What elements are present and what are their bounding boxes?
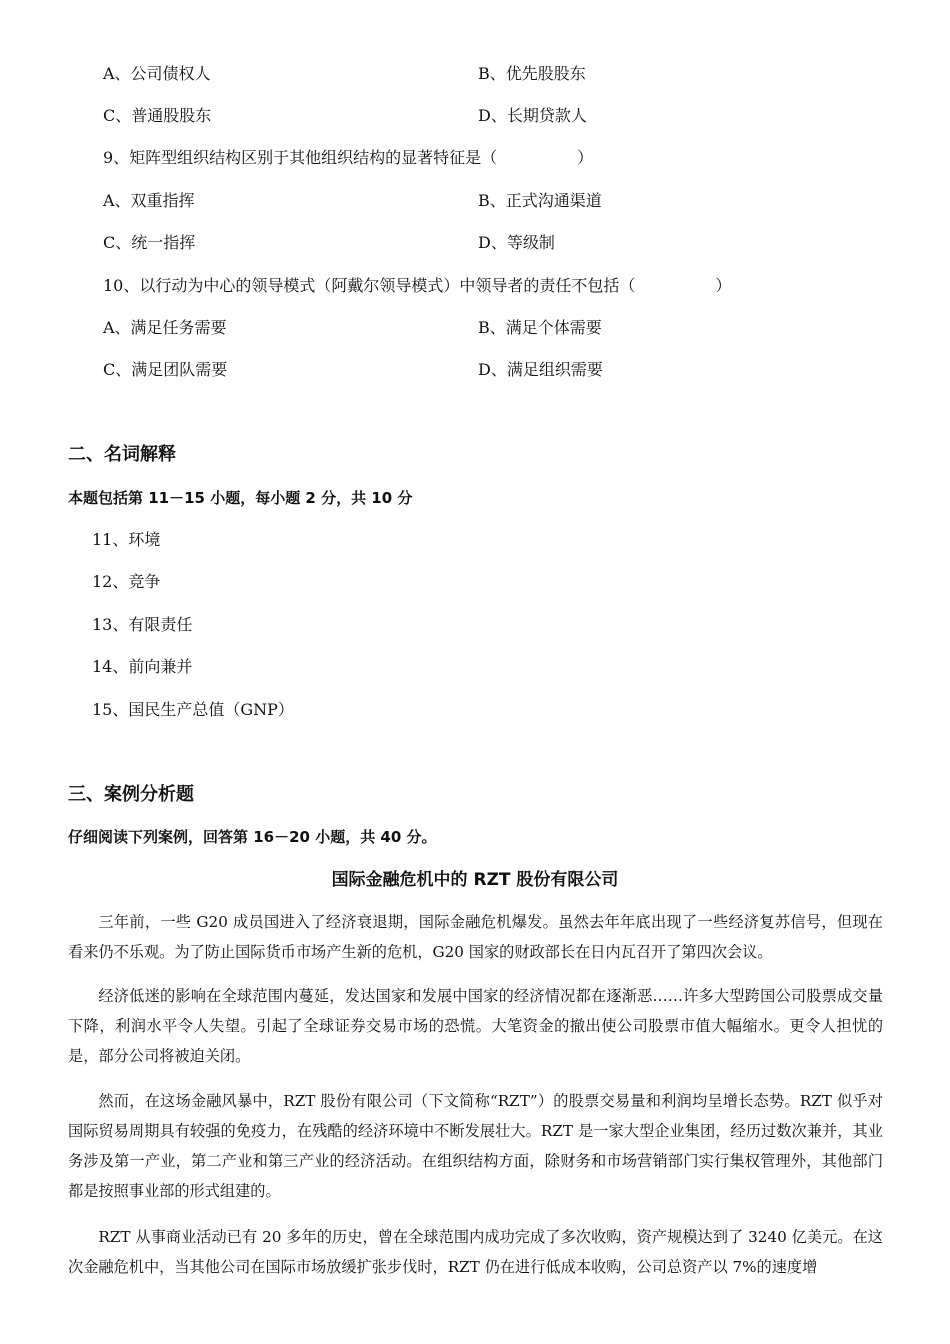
term-item: 12、竞争: [92, 572, 161, 591]
case-paragraph: RZT 从事商业活动已有 20 多年的历史，曾在全球范围内成功完成了多次收购，资产规模达到了 3240 亿美元。在这次金融危机中，当其他公司在国际市场放缓扩张步伐时，RZT 仍在进行低成本收购，公司总资产以 7%的速度增: [68, 1228, 883, 1276]
section-3-heading: 三、案例分析题: [68, 784, 194, 805]
q10-option-a: A、满足任务需要: [103, 318, 227, 337]
case-paragraph: 经济低迷的影响在全球范围内蔓延，发达国家和发展中国家的经济情况都在逐渐恶……许多大型跨国公司股票成交量下降，利润水平令人失望。引起了全球证券交易市场的恐慌。大笔资金的撤出使公司股票市值大幅缩水。更令人担忧的是，部分公司将被迫关闭。: [68, 987, 883, 1065]
q9-option-b: B、正式沟通渠道: [478, 191, 602, 210]
section-3-subheading: 仔细阅读下列案例，回答第 16－20 小题，共 40 分。: [68, 828, 437, 846]
case-title: 国际金融危机中的 RZT 股份有限公司: [331, 870, 619, 890]
q9-option-d: D、等级制: [478, 233, 555, 252]
case-paragraph: 然而，在这场金融风暴中，RZT 股份有限公司（下文简称“RZT”）的股票交易量和利润均呈增长态势。RZT 似乎对国际贸易周期具有较强的免疫力，在残酷的经济环境中不断发展壮大。RZT 是一家大型企业集团，经历过数次兼并，其业务涉及第一产业，第二产业和第三产业的经济活动。在组织结构方面，除财务和市场营销部门实行集权管理外，其他部门都是按照事业部的形式组建的。: [68, 1092, 883, 1200]
q10-option-b: B、满足个体需要: [478, 318, 602, 337]
section-2-heading: 二、名词解释: [68, 444, 176, 465]
q8-option-c: C、普通股股东: [103, 106, 212, 125]
section-2-subheading: 本题包括第 11－15 小题，每小题 2 分，共 10 分: [68, 489, 413, 507]
q10-option-d: D、满足组织需要: [478, 360, 603, 379]
q9-stem: 9、矩阵型组织结构区别于其他组织结构的显著特征是（ ）: [103, 148, 594, 167]
term-item: 13、有限责任: [92, 615, 193, 634]
q10-stem: 10、以行动为中心的领导模式（阿戴尔领导模式）中领导者的责任不包括（ ）: [103, 276, 732, 295]
q8-option-d: D、长期贷款人: [478, 106, 587, 125]
q9-option-c: C、统一指挥: [103, 233, 196, 252]
q9-option-a: A、双重指挥: [103, 191, 195, 210]
term-item: 14、前向兼并: [92, 657, 193, 676]
term-item: 11、环境: [92, 530, 161, 549]
q10-option-c: C、满足团队需要: [103, 360, 228, 379]
q8-option-b: B、优先股股东: [478, 64, 586, 83]
case-paragraph: 三年前，一些 G20 成员国进入了经济衰退期，国际金融危机爆发。虽然去年年底出现了一些经济复苏信号，但现在看来仍不乐观。为了防止国际货币市场产生新的危机，G20 国家的财政部长在日内瓦召开了第四次会议。: [68, 913, 883, 961]
q8-option-a: A、公司债权人: [103, 64, 211, 83]
term-item: 15、国民生产总值（GNP）: [92, 700, 294, 719]
